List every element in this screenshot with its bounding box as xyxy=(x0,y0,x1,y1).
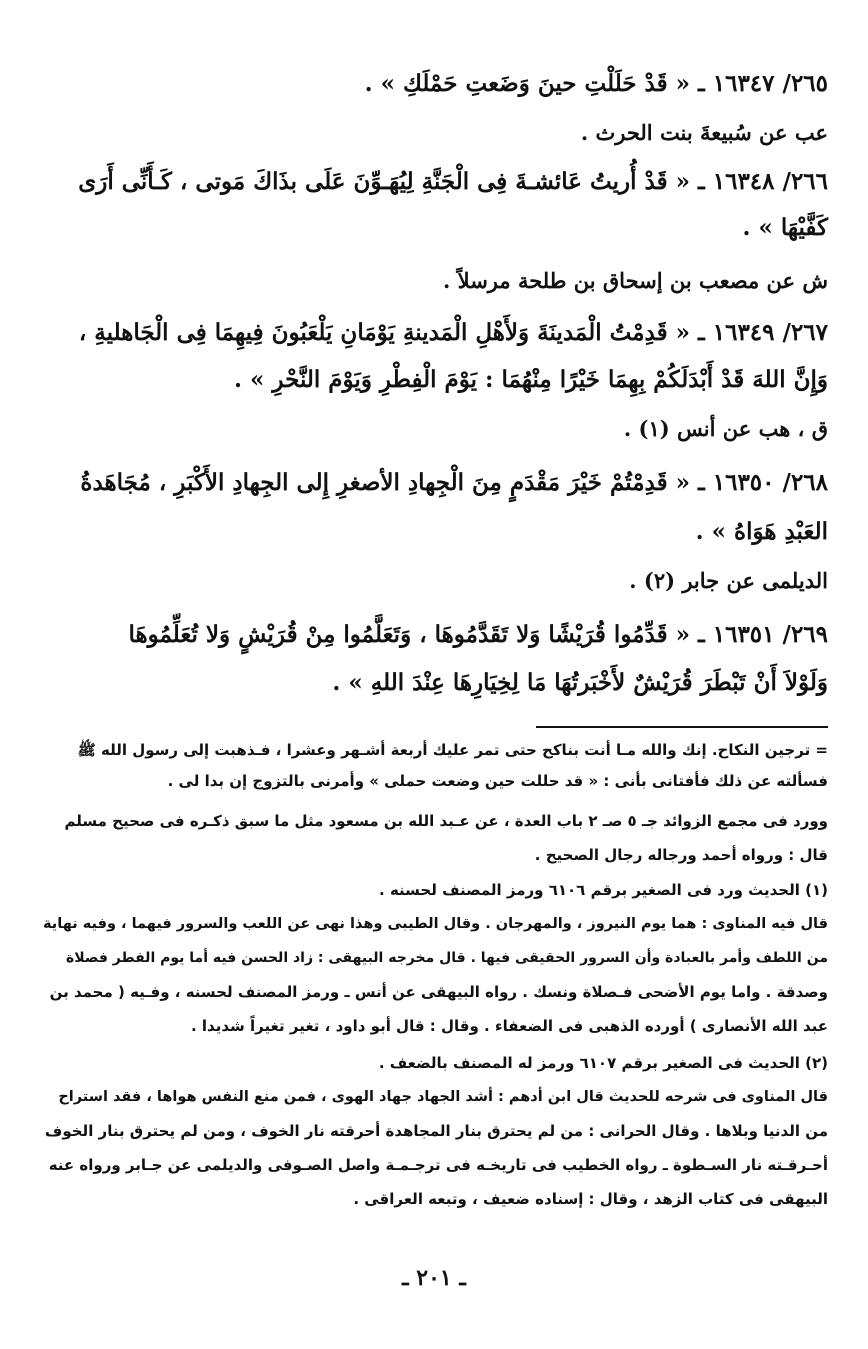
footnote-line: فسألته عن ذلك فأفتانى بأنى : « قد حللت حين وضعت حملى » وأمرنى بالتزوج إن بدا لى . xyxy=(167,772,828,790)
footnote-line: أحـرقـته نار السـطوة ـ رواه الخطيب فى تاريخـه فى ترجـمـة واصل الصـوفى والديلمى عن جـابر ورواه عنه xyxy=(48,1156,828,1174)
hadith-267-line-1: ٢٦٧/ ١٦٣٤٩ ـ « قَدِمْتُ الْمَدينَةَ وَلأَهْلِ الْمَدينةِ يَوْمَانِ يَلْعَبُونَ فِيهِمَا فِى الْجَاهليةِ ، xyxy=(78,319,828,346)
hadith-265-line-1: ٢٦٥/ ١٦٣٤٧ ـ « قَدْ حَلَلْتِ حينَ وَضَعتِ حَمْلَكِ » . xyxy=(364,70,828,97)
page-number: ـ ٢٠١ ـ xyxy=(402,1265,466,1291)
footnote-line: قال : ورواه أحمد ورجاله رجال الصحيح . xyxy=(534,846,828,864)
footnote-line: من الدنيا وبلاها . وقال الحرانى : من لم يحترق بنار المجاهدة أحرقته نار الخوف ، ومن لم يحترق بنار الخوف xyxy=(44,1122,828,1140)
footnote-line: = ترجين النكاح. إنك والله مـا أنت بناكح حتى تمر عليك أربعة أشـهر وعشرا ، فـذهبت إلى رسول الله ﷺ xyxy=(77,741,828,759)
footnote-line: وصدقة . واما يوم الأضحى فـصلاة ونسك . رواه البيهقى عن أنس ـ ورمز المصنف لحسنه ، وفـيه ( محمد بن xyxy=(49,983,828,1001)
hadith-268-line-1: ٢٦٨/ ١٦٣٥٠ ـ « قَدِمْتُمْ خَيْرَ مَقْدَمٍ مِنَ الْجِهادِ الأصغرِ إِلى الجِهادِ الأَكْبَرِ ، مُجَاهَدةُ xyxy=(80,469,828,496)
footnote-line: قال فيه المناوى : هما يوم النيروز ، والمهرجان . وقال الطيبى وهذا نهى عن اللعب والسرور فيهما ، وفيه نهاية xyxy=(43,916,828,932)
hadith-267-line-2: وَإِنَّ اللهَ قَدْ أَبْدَلَكُمْ بِهِمَا خَيْرًا مِنْهُمَا : يَوْمَ الْفِطْرِ وَيَوْمَ النَّحْرِ » . xyxy=(234,366,828,393)
footnote-2-heading: (٢) الحديث فى الصغير برقم ٦١٠٧ ورمز له المصنف بالضعف . xyxy=(378,1054,828,1072)
hadith-269-line-2: وَلَوْلاَ أَنْ تَبْطَرَ قُرَيْشٌ لأَخْبَرتُهَا مَا لِخِيَارِهَا عِنْدَ اللهِ » . xyxy=(332,669,828,696)
footnote-divider xyxy=(536,726,828,728)
hadith-268-source: الديلمى عن جابر (٢) . xyxy=(629,568,828,593)
hadith-266-source: ش عن مصعب بن إسحاق بن طلحة مرسلاً . xyxy=(443,268,828,293)
hadith-267-source: ق ، هب عن أنس (١) . xyxy=(623,416,828,441)
hadith-269-line-1: ٢٦٩/ ١٦٣٥١ ـ « قَدِّمُوا قُرَيْشًا وَلا تَقَدَّمُوهَا ، وَتَعَلَّمُوا مِنْ قُرَيْشٍ وَلا تُعَلِّمُوهَا xyxy=(128,621,828,648)
hadith-265-source: عب عن سُبيعةَ بنت الحرث . xyxy=(580,120,828,145)
hadith-266-line-2: كَفَّيْهَا » . xyxy=(742,214,828,241)
footnote-line: من اللطف وأمر بالعبادة وأن السرور الحقيقى فيها . قال مخرجه البيهقى : زاد الحسن فيه أما يوم الفطر فصلاة xyxy=(66,950,828,966)
hadith-266-line-1: ٢٦٦/ ١٦٣٤٨ ـ « قَدْ أُريتُ عَائشـةَ فِى الْجَنَّةِ لِيُهَـوِّنَ عَلَى بذَاكَ مَوتى ، كَـأَنِّى أَرَى xyxy=(78,168,828,195)
footnote-line: وورد فى مجمع الزوائد جـ ٥ صـ ٢ باب العدة ، عن عـبد الله بن مسعود مثل ما سبق ذكـره فى صحيح مسلم xyxy=(64,812,828,830)
footnote-line: عبد الله الأنصارى ) أورده الذهبى فى الضعفاء . وقال : قال أبو داود ، تغير تغيراً شديدا . xyxy=(190,1017,828,1035)
footnote-line: البيهقى فى كتاب الزهد ، وقال : إسناده ضعيف ، وتبعه العراقى . xyxy=(353,1190,828,1208)
footnote-line: قال المناوى فى شرحه للحديث قال ابن أدهم : أشد الجهاد جهاد الهوى ، فمن منع النفس هواها ، فقد استراح xyxy=(58,1089,828,1105)
hadith-268-line-2: العَبْدِ هَوَاهُ » . xyxy=(695,518,828,545)
footnote-1-heading: (١) الحديث ورد فى الصغير برقم ٦١٠٦ ورمز المصنف لحسنه . xyxy=(379,881,828,899)
